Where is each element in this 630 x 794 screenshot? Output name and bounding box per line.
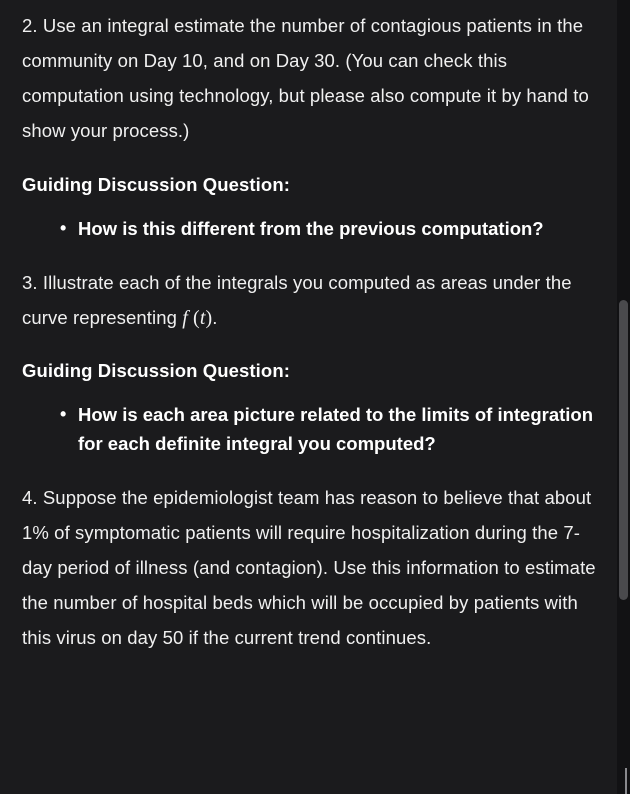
- math-variable-t: t: [199, 307, 206, 329]
- math-open-paren: (: [187, 307, 200, 329]
- paragraph-item-3-text-before: 3. Illustrate each of the integrals you computed as areas under the curve representing: [22, 272, 572, 328]
- math-close-paren: ): [205, 307, 213, 329]
- bullet-list-2: [22, 400, 604, 458]
- scrollbar-thumb[interactable]: [619, 300, 628, 600]
- scrollbar-end-marker: [625, 768, 627, 794]
- bullet-list-1: [22, 214, 604, 243]
- paragraph-item-3-text-after: .: [212, 307, 218, 328]
- guiding-discussion-question-heading-1: Guiding Discussion Question:: [22, 174, 290, 195]
- list-item: • How is each area picture related to the limits of integration for each definite integral you computed?: [60, 400, 604, 458]
- paragraph-item-4: 4. Suppose the epidemiologist team has reason to believe that about 1% of symptomatic patients will require hospitalization during the 7-day period of illness (and contagion). Use this information to estimate the number of hospital beds which will be occupied by patients with this virus on day 50 if the current trend continues.: [22, 487, 596, 648]
- vertical-scrollbar[interactable]: [617, 0, 630, 794]
- math-function-f: f: [182, 307, 188, 329]
- paragraph-item-3: [22, 265, 604, 336]
- guiding-discussion-question-heading-2: Guiding Discussion Question:: [22, 360, 290, 381]
- list-item: • How is this different from the previous computation?: [60, 214, 604, 243]
- paragraph-item-2: 2. Use an integral estimate the number of contagious patients in the community on Day 10, and on Day 30. (You can check this computation using technology, but please also compute it by hand to show your process.): [22, 15, 589, 141]
